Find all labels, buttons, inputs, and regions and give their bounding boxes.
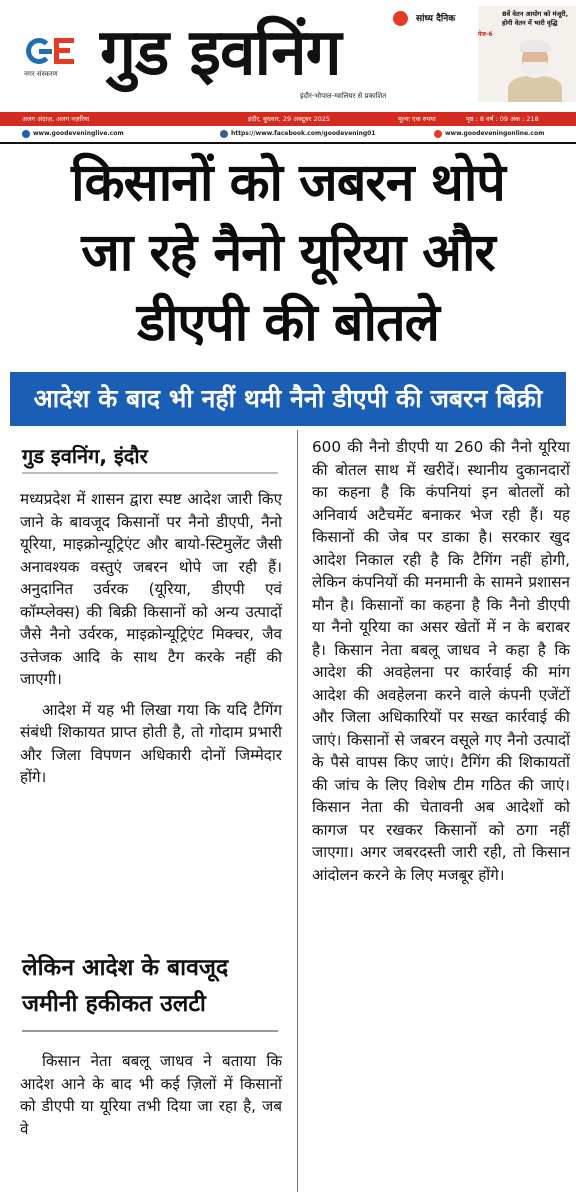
newspaper-nameplate: गुड इवनिंग (100, 16, 341, 90)
subtitle-divider (22, 1030, 278, 1032)
globe-icon (434, 130, 442, 138)
sun-icon (393, 11, 408, 26)
edition-type: सांध्य दैनिक (416, 14, 456, 24)
dateline: इंदौर, बुधवार, 29 अक्टूबर 2025 (248, 115, 331, 123)
website-link-2[interactable]: www.goodeveningonline.com (434, 128, 544, 140)
subheadline-banner: आदेश के बाद भी नहीं थमी नैनो डीएपी की जबरन बिक्री (10, 372, 566, 426)
article-column-left-continued (20, 1050, 282, 1140)
globe-icon (22, 130, 30, 138)
promo-photo (504, 40, 566, 102)
article-subtitle: लेकिन आदेश के बावजूद जमीनी हकीकत उलटी (22, 955, 229, 1017)
slogan: अलग अंदाज़, अलग नज़रिया (22, 115, 90, 123)
article-paragraph: किसान नेता बबलू जाधव ने बताया कि आदेश आने के बाद भी कई ज़िलों में किसानों को डीएपी या यूरिया तभी दिया जा रहा है, जब वे (20, 1052, 282, 1138)
headline-line: डीएपी की बोतले (137, 293, 439, 353)
column-divider (297, 430, 298, 1192)
article-paragraph: आदेश में यह भी लिखा गया कि यदि टैगिंग संबंधी शिकायत प्राप्त होती है, तो गोदाम प्रभारी और जिला विपणन अधिकारी दोनों जिम्मेदार होंगे। (20, 700, 282, 786)
promo-text: 8वें वेतन आयोग को मंजूरी, होगी वेतन में भारी वृद्धि (502, 10, 569, 27)
facebook-link[interactable]: https://www.facebook.com/goodevening01 (220, 128, 376, 140)
masthead-red-bar (0, 112, 576, 126)
ge-logo (26, 38, 76, 68)
article-column-right (312, 436, 570, 886)
headline (0, 148, 576, 366)
byline: गुड इवनिंग, इंदौर (22, 444, 148, 468)
promo-page-ref: पेज-6 (478, 31, 493, 38)
article-paragraph: मध्यप्रदेश में शासन द्वारा स्पष्ट आदेश जारी किए जाने के बावजूद किसानों पर नैनो डीएपी, नैनो यूरिया, माइक्रोन्यूट्रिएंट और बायो-स्टिमुलेंट जैसी अनावश्यक वस्तुएं जबरन थोपे जा रही हैं। अनुदानित उर्वरक (यूरिया, डीएपी एवं कॉम्प्लेक्स) की बिक्री किसानों को अन्य उत्पादों जैसे नैनो उर्वरक, माइक्रोन्यूट्रिएंट मिक्चर, जैव उत्तेजक आदि के साथ टैग करके नहीं की जाएगी। (20, 490, 282, 688)
masthead (0, 0, 576, 110)
publication-cities: इंदौर-भोपाल-ग्वालियर से प्रकाशित (300, 92, 387, 100)
byline-divider (22, 472, 278, 474)
headline-line: जा रहे नैनो यूरिया और (81, 223, 495, 283)
front-page-promo[interactable] (478, 6, 576, 102)
article-paragraph: 600 की नैनो डीएपी या 260 की नैनो यूरिया की बोतल साथ में खरीदें। स्थानीय दुकानदारों का कहना है कि कंपनियां इन बोतलों को अनिवार्य अटैचमेंट बनाकर भेज रही हैं। यह किसानों की जेब पर डाका है। सरकार खुद आदेश निकाल रही है कि टैगिंग नहीं होगी, लेकिन कंपनियों की मनमानी के सामने प्रशासन मौन है। किसानों का कहना है कि नैनो डीएपी या नैनो यूरिया का असर खेतों में न के बराबर है। किसान नेता बबलू जाधव ने कहा है कि आदेश की अवहेलना पर कार्रवाई की मांग आदेश की अवहेलना करने वाले कंपनी एजेंटों और जिला अधिकारियों पर सख्त कार्रवाई की जाएं। किसानों से जबरन वसूले गए नैनो उत्पादों के पैसे वापस किए जाएं। टैगिंग की शिकायतों की जांच के लिए विशेष टीम गठित की जाएं। किसान नेता की चेतावनी अब आदेशों को कागज पर रखकर किसानों को ठगा नहीं जाएगा। अगर जबरदस्ती जारी रही, तो किसान आंदोलन करने के लिए मजबूर होंगे। (312, 438, 570, 884)
headline-line: किसानों को जबरन थोपे (71, 153, 505, 213)
issue-info: पृष्ठ : 8 वर्ष : 09 अंक : 218 (466, 115, 539, 123)
article-column-left (20, 488, 282, 789)
price: मूल्यः एक रुपया (398, 115, 436, 123)
masthead-divider (0, 142, 576, 144)
logo-tagline: नगर संस्करण (24, 70, 58, 78)
web-info-bar (0, 128, 576, 140)
website-link-1[interactable]: www.goodeveninglive.com (22, 128, 124, 140)
facebook-icon (220, 130, 228, 138)
